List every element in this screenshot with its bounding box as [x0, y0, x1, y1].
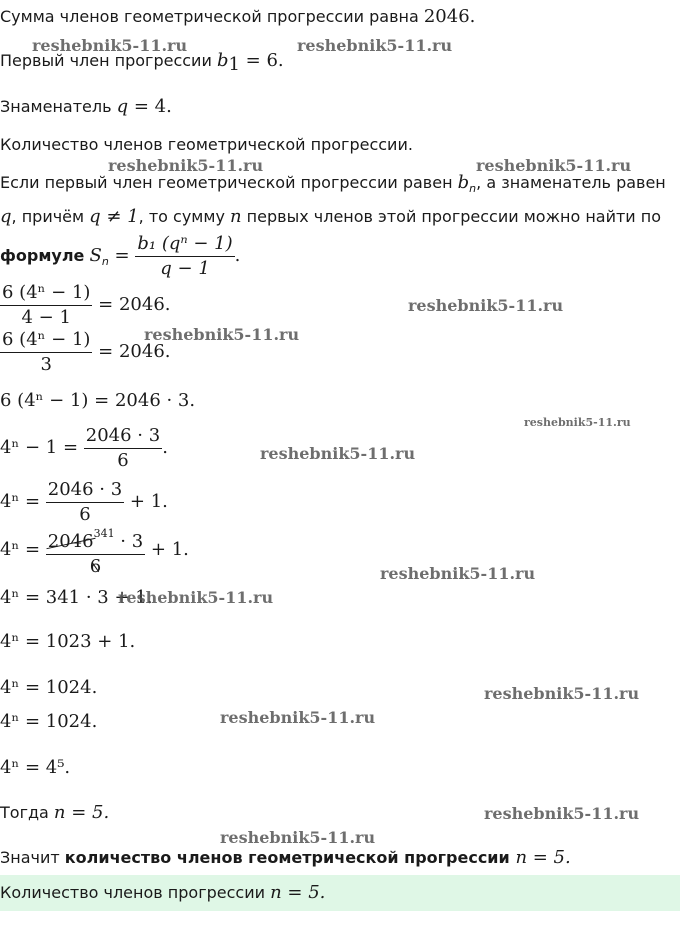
formula-S: S — [89, 245, 102, 266]
watermark: reshebnik5-11.ru — [484, 804, 640, 823]
answer-box — [0, 875, 680, 911]
watermark: reshebnik5-11.ru — [144, 325, 300, 344]
conclusion-2-math: n = 5. — [509, 847, 571, 868]
watermark: reshebnik5-11.ru — [297, 36, 453, 55]
watermark: reshebnik5-11.ru — [220, 708, 376, 727]
step-9 — [0, 677, 97, 699]
theory-text-2b: , то сумму — [138, 207, 230, 226]
step-5-num: 2046 · 3 — [47, 479, 123, 500]
step-4-den: 6 — [84, 448, 162, 473]
conclusion-2-bold: количество членов геометрической прогрессии — [64, 848, 510, 867]
step-5-lhs: 4ⁿ = — [0, 491, 46, 512]
theory-b-sub: n — [469, 182, 477, 196]
statement-sum-text: Сумма членов геометрической прогрессии равна — [0, 7, 424, 26]
theory-text-1: Если первый член геометрической прогрессии равен — [0, 173, 458, 192]
watermark: reshebnik5-11.ru — [380, 564, 536, 583]
step-6-times-3: · 3 — [114, 531, 144, 552]
step-11 — [0, 757, 70, 779]
question-text: Количество членов геометрической прогрессии. — [0, 135, 413, 154]
formula-label: формуле — [0, 246, 85, 265]
theory-condition: q ≠ 1 — [89, 206, 139, 227]
theory-text-2a: , причём — [11, 207, 90, 226]
theory-line-1 — [0, 172, 666, 194]
step-1 — [0, 281, 171, 330]
step-1-num: 6 (4ⁿ − 1) — [2, 282, 91, 303]
question-line — [0, 134, 413, 156]
step-5-den: 6 — [46, 502, 124, 527]
theory-text-1b: , а знаменатель равен — [476, 173, 666, 192]
watermark: reshebnik5-11.ru — [484, 684, 640, 703]
formula-end: . — [234, 245, 241, 266]
watermark: reshebnik5-11.ru — [118, 588, 274, 607]
conclusion-1-math: n = 5. — [53, 802, 110, 823]
step-7-expr: 4ⁿ = 341 · 3 + 1. — [0, 587, 153, 608]
watermark: reshebnik5-11.ru — [32, 36, 188, 55]
step-6-crossed-6: 6 — [89, 556, 102, 577]
formula-fraction — [135, 232, 234, 281]
step-2-num: 6 (4ⁿ − 1) — [2, 329, 91, 350]
conclusion-1 — [0, 802, 109, 824]
formula-line — [0, 232, 240, 281]
step-5-fraction — [46, 478, 124, 527]
step-11-expr: 4ⁿ = 4⁵. — [0, 757, 71, 778]
conclusion-2 — [0, 847, 571, 869]
step-6-crossed-2046: 2046 — [47, 531, 94, 552]
watermark: reshebnik5-11.ru — [220, 828, 376, 847]
theory-b-var: b — [457, 172, 470, 193]
ratio-value: = 4. — [128, 96, 172, 117]
theory-q-var: q — [0, 206, 12, 227]
theory-text-2c: первых членов этой прогрессии можно найти по — [241, 207, 662, 226]
step-4-fraction — [84, 424, 162, 473]
sum-value: 2046 — [423, 6, 470, 27]
step-8 — [0, 631, 135, 653]
step-2-den: 3 — [0, 352, 92, 377]
answer-line — [0, 882, 325, 903]
theory-line-2 — [0, 206, 661, 228]
watermark: reshebnik5-11.ru — [108, 156, 264, 175]
step-6-lhs: 4ⁿ = — [0, 539, 46, 560]
step-3-expr: 6 (4ⁿ − 1) = 2046 · 3. — [0, 390, 196, 411]
theory-n-var: n — [230, 206, 242, 227]
first-term-var: b — [216, 50, 229, 71]
step-6-fraction — [46, 522, 145, 579]
step-6-reduced-341: 341 — [93, 527, 115, 540]
first-term-value: = 6. — [239, 50, 284, 71]
step-4-end: . — [162, 437, 168, 458]
statement-ratio — [0, 96, 172, 118]
step-1-den: 4 − 1 — [0, 305, 92, 330]
watermark: reshebnik5-11.ru — [524, 416, 631, 429]
step-6-num — [46, 522, 145, 554]
watermark: reshebnik5-11.ru — [260, 444, 416, 463]
step-2-rhs: = 2046. — [92, 341, 171, 362]
watermark: reshebnik5-11.ru — [408, 296, 564, 315]
formula-denominator: q − 1 — [135, 256, 234, 281]
step-4-lhs: 4ⁿ − 1 = — [0, 437, 84, 458]
answer-text: Количество членов прогрессии — [0, 883, 271, 902]
formula-S-sub: n — [101, 255, 109, 269]
watermark: reshebnik5-11.ru — [476, 156, 632, 175]
step-6 — [0, 522, 189, 579]
step-6-rhs: + 1. — [145, 539, 189, 560]
step-10 — [0, 711, 97, 733]
step-3 — [0, 390, 195, 412]
step-10-expr: 4ⁿ = 1024. — [0, 711, 98, 732]
step-1-fraction — [0, 281, 92, 330]
conclusion-2-text: Значит — [0, 848, 65, 867]
statement-sum: Сумма членов геометрической прогрессии равна 2046. — [0, 6, 476, 27]
step-5 — [0, 476, 168, 528]
step-6-den-wrap — [46, 554, 145, 579]
answer-math: n = 5. — [270, 882, 326, 903]
step-5-rhs: + 1. — [124, 491, 168, 512]
step-2-fraction — [0, 328, 92, 377]
step-4 — [0, 422, 168, 474]
step-8-expr: 4ⁿ = 1023 + 1. — [0, 631, 136, 652]
first-term-text: Первый член прогрессии — [0, 51, 217, 70]
conclusion-1-text: Тогда — [0, 803, 54, 822]
formula-eq: = — [108, 245, 136, 266]
step-4-num: 2046 · 3 — [85, 425, 161, 446]
ratio-var: q — [116, 96, 129, 117]
step-9-expr: 4ⁿ = 1024. — [0, 677, 98, 698]
first-term-sub: 1 — [228, 54, 240, 76]
formula-numerator: b₁ (qⁿ − 1) — [137, 233, 233, 254]
ratio-text: Знаменатель — [0, 97, 117, 116]
step-1-rhs: = 2046. — [92, 294, 171, 315]
